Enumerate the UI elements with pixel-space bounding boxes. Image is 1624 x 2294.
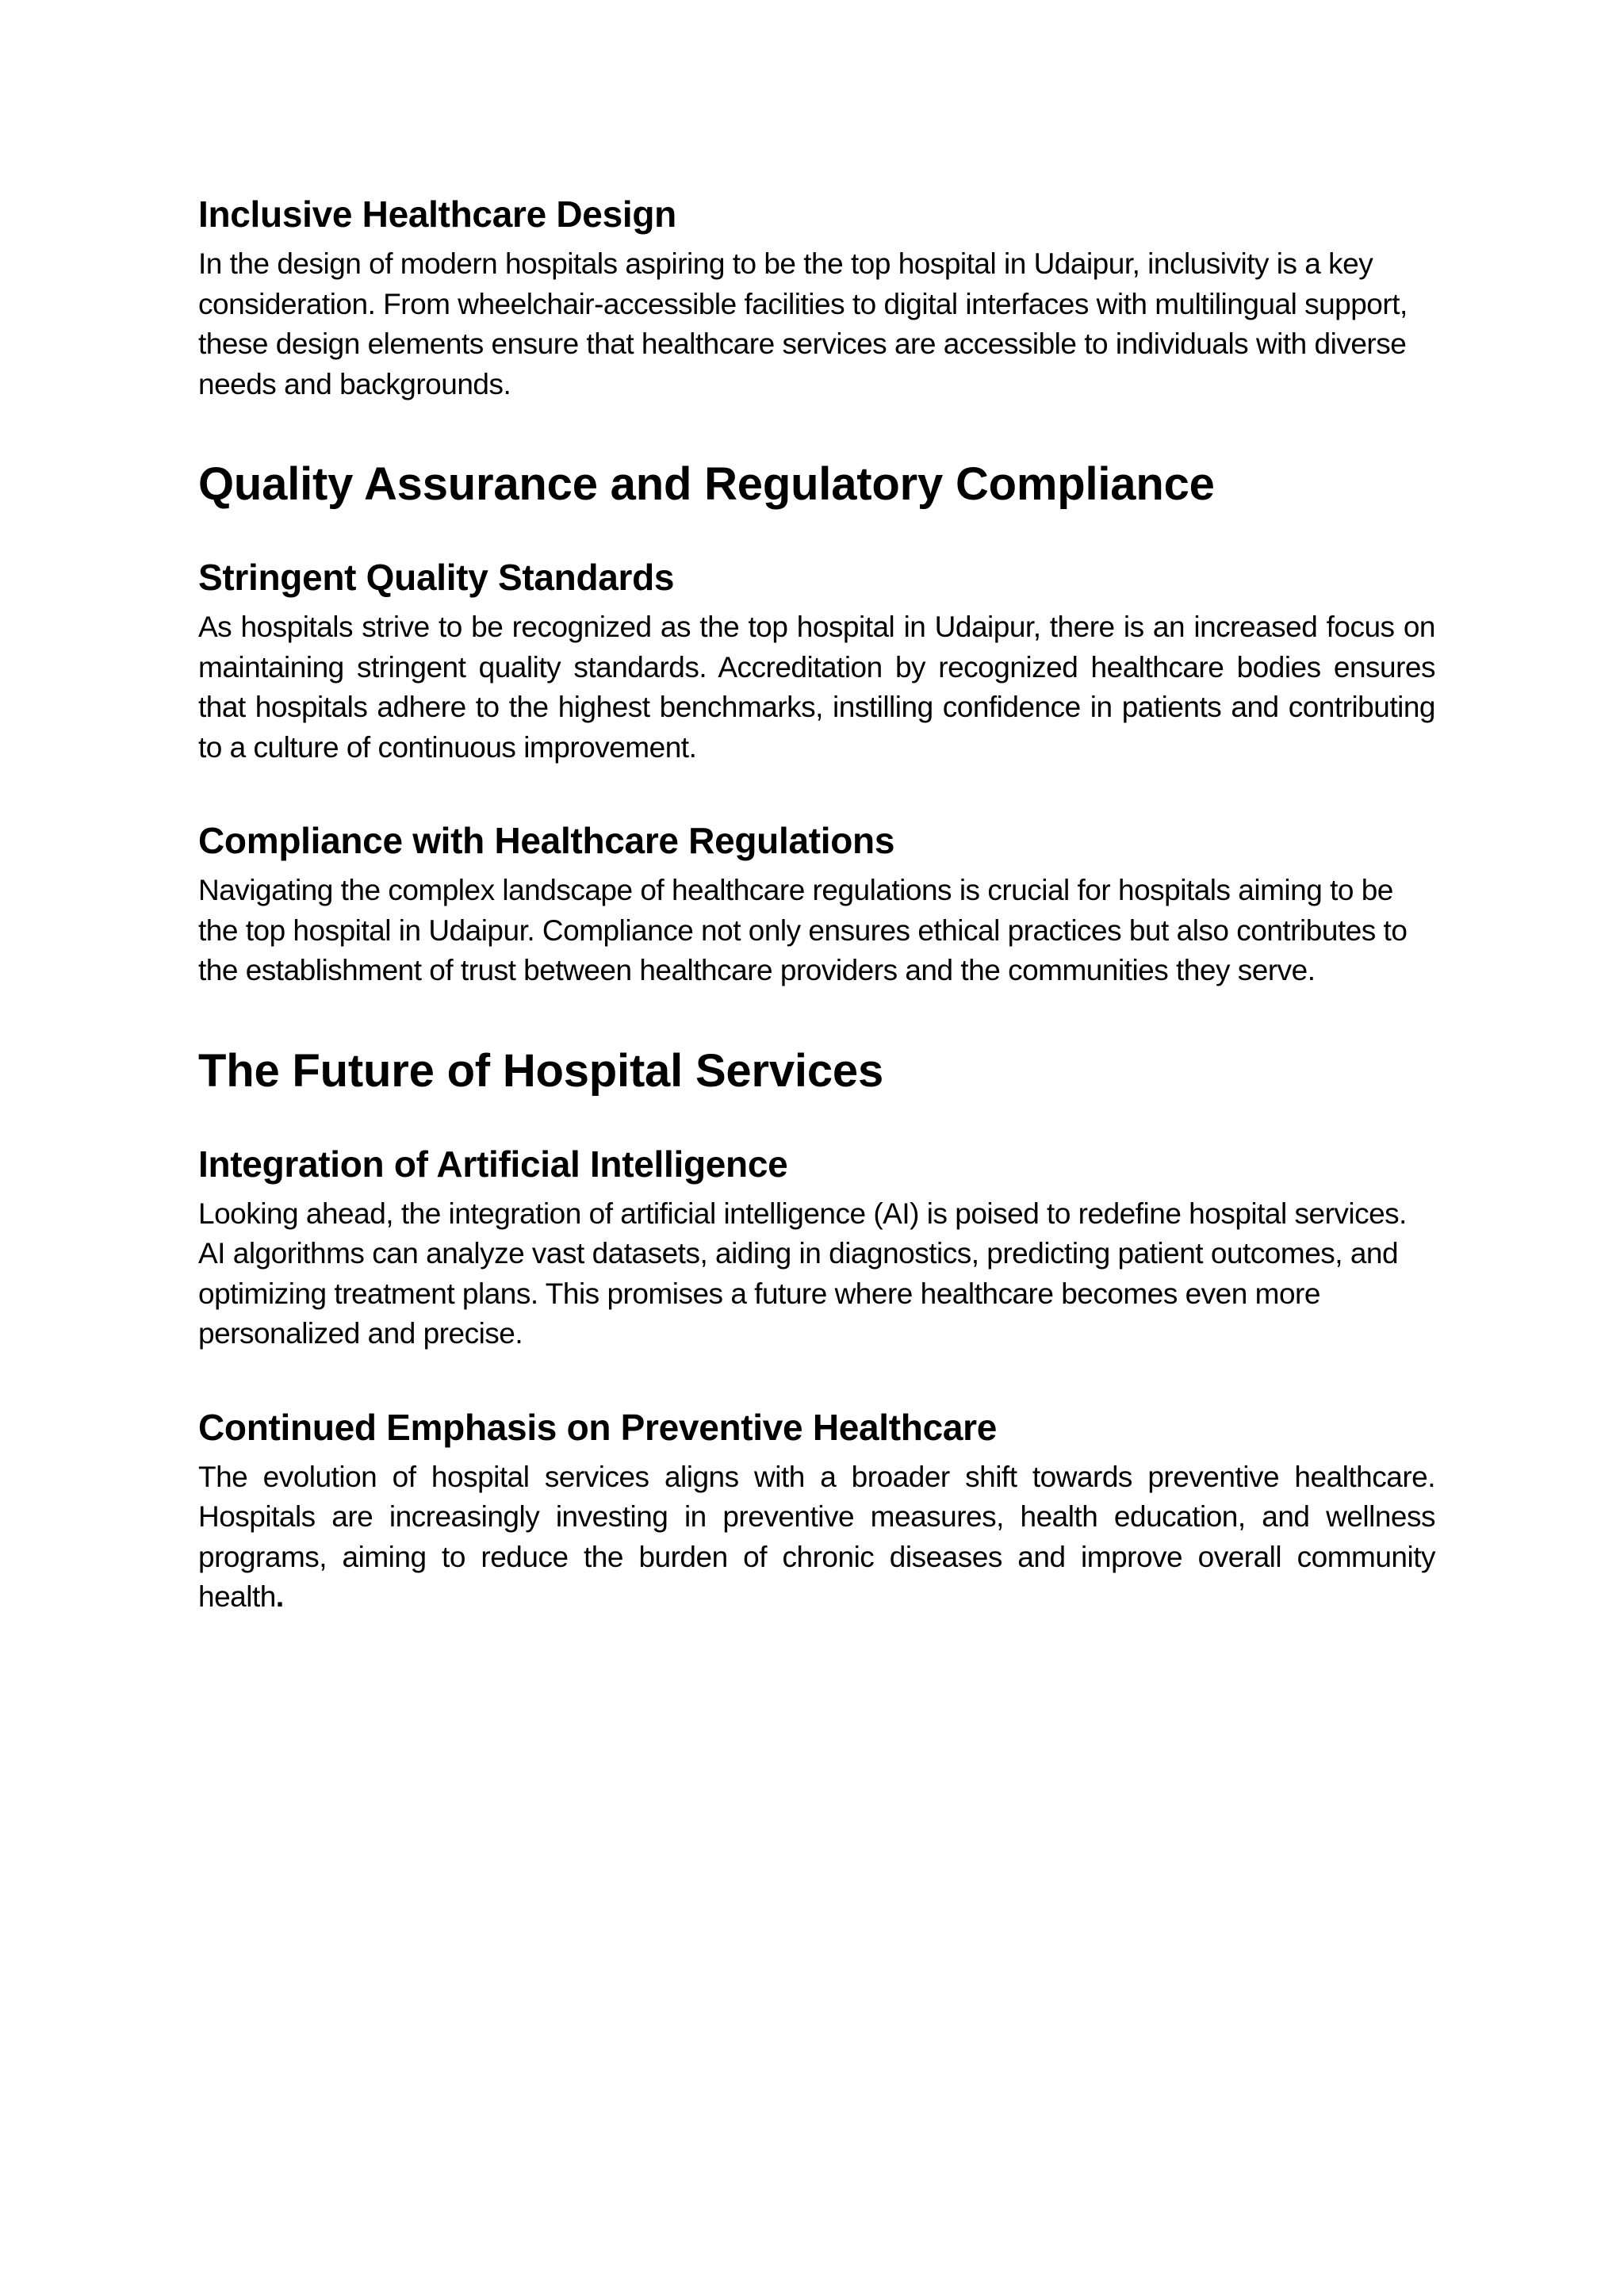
paragraph-stringent-standards: As hospitals strive to be recognized as the top hospital in Udaipur, there is an increased focus on maintaining stringent quality standards. Accreditation by recognized healthcare bodies ensures that hospitals adhere to the highest benchmarks, instilling confidence in patients and contributing to a culture of continuous improvement. bbox=[198, 611, 1435, 764]
section-title-quality: Quality Assurance and Regulatory Compliance bbox=[198, 458, 1215, 510]
paragraph-compliance: Navigating the complex landscape of healthcare regulations is crucial for hospitals aiming to be the top hospital in Udaipur. Compliance not only ensures ethical practices but also contributes to the establishment of trust between healthcare providers and the communities they serve. bbox=[198, 874, 1408, 986]
paragraph-ai: Looking ahead, the integration of artificial intelligence (AI) is poised to redefine hospital services. AI algorithms can analyze vast datasets, aiding in diagnostics, predicting patient outcomes, and optimizing treatment plans. This promises a future where healthcare becomes even more personalized and precise. bbox=[198, 1197, 1407, 1350]
document-page bbox=[198, 190, 1435, 1618]
section-heading-stringent-standards: Stringent Quality Standards bbox=[198, 557, 675, 598]
section-heading-preventive: Continued Emphasis on Preventive Healthcare bbox=[198, 1406, 998, 1448]
section-heading-ai: Integration of Artificial Intelligence bbox=[198, 1143, 788, 1185]
paragraph-preventive-text: The evolution of hospital services aligns with a broader shift towards preventive healthcare. Hospitals are increasingly investing in preventive measures, health education, and wellness programs, aiming to reduce the burden of chronic diseases and improve overall community health bbox=[198, 1460, 1435, 1613]
paragraph-inclusive-design: In the design of modern hospitals aspiring to be the top hospital in Udaipur, inclusivity is a key consideration. From wheelchair-accessible facilities to digital interfaces with multilingual support, these design elements ensure that healthcare services are accessible to individuals with diverse needs and backgrounds. bbox=[198, 247, 1408, 400]
paragraph-preventive-period: . bbox=[275, 1580, 284, 1613]
section-heading-inclusive-design: Inclusive Healthcare Design bbox=[198, 193, 676, 235]
section-heading-compliance: Compliance with Healthcare Regulations bbox=[198, 820, 895, 861]
section-title-future: The Future of Hospital Services bbox=[198, 1044, 883, 1097]
paragraph-preventive bbox=[198, 1457, 1435, 1618]
